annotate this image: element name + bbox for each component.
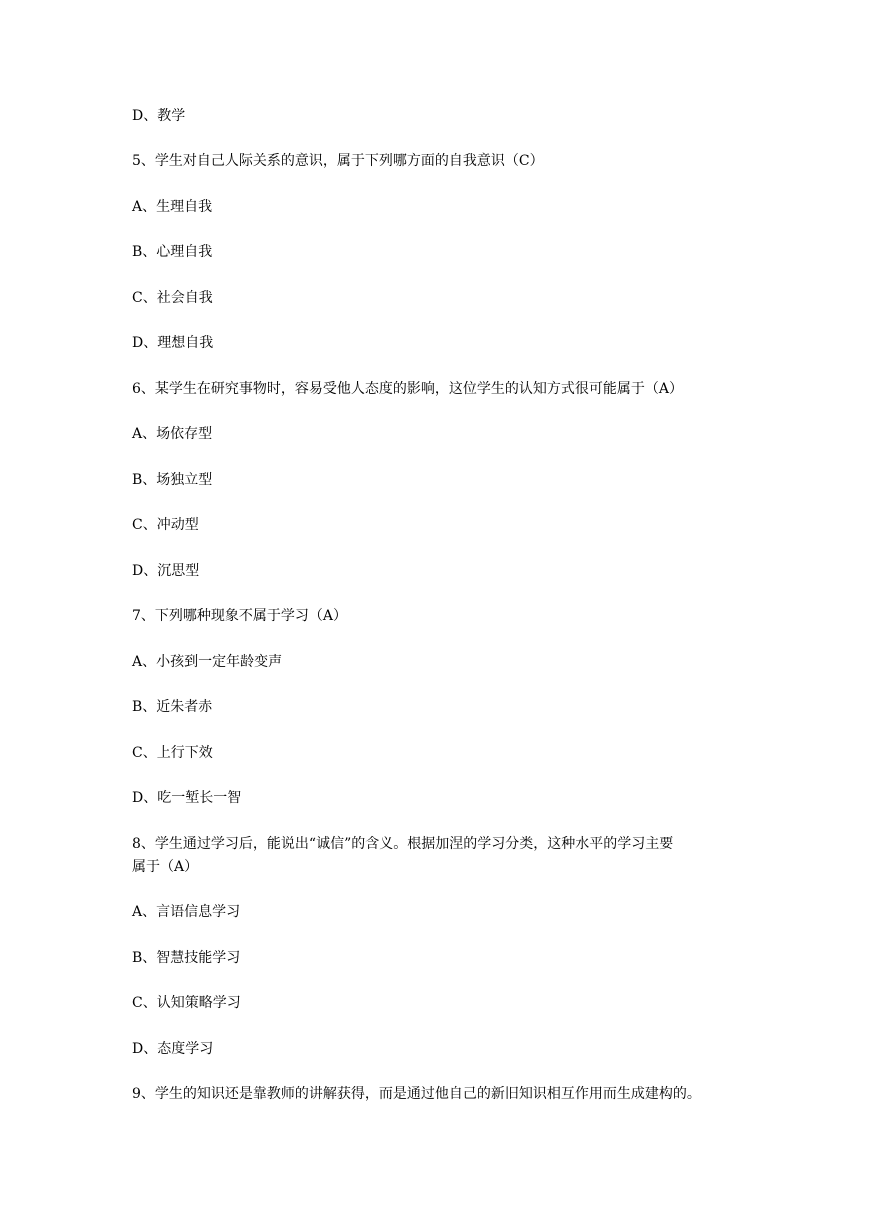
option-line: D、吃一堑长一智 xyxy=(132,790,242,806)
option-line: A、场依存型 xyxy=(132,426,213,442)
option-line: D、沉思型 xyxy=(132,563,200,579)
question-line: 9、学生的知识还是靠教师的讲解获得，而是通过他自己的新旧知识相互作用而生成建构的。 xyxy=(132,1086,701,1102)
question-line-continued: 属于（A） xyxy=(132,859,199,875)
option-line: C、冲动型 xyxy=(132,517,199,533)
option-line: B、智慧技能学习 xyxy=(132,950,241,966)
option-line: C、上行下效 xyxy=(132,745,213,761)
option-line: C、社会自我 xyxy=(132,290,213,306)
option-line: D、态度学习 xyxy=(132,1041,214,1057)
option-line: D、教学 xyxy=(132,108,186,124)
option-line: C、认知策略学习 xyxy=(132,995,241,1011)
option-line: D、理想自我 xyxy=(132,335,214,351)
question-line: 7、下列哪种现象不属于学习（A） xyxy=(132,608,348,624)
option-line: A、生理自我 xyxy=(132,199,213,215)
option-line: A、言语信息学习 xyxy=(132,904,241,920)
option-line: A、小孩到一定年龄变声 xyxy=(132,654,283,670)
question-line: 6、某学生在研究事物时，容易受他人态度的影响，这位学生的认知方式很可能属于（A） xyxy=(132,381,684,397)
option-line: B、心理自我 xyxy=(132,244,213,260)
question-line: 8、学生通过学习后，能说出“诚信”的含义。根据加涅的学习分类，这种水平的学习主要 xyxy=(132,836,674,852)
option-line: B、近朱者赤 xyxy=(132,699,213,715)
option-line: B、场独立型 xyxy=(132,472,213,488)
question-line: 5、学生对自己人际关系的意识，属于下列哪方面的自我意识（C） xyxy=(132,153,544,169)
